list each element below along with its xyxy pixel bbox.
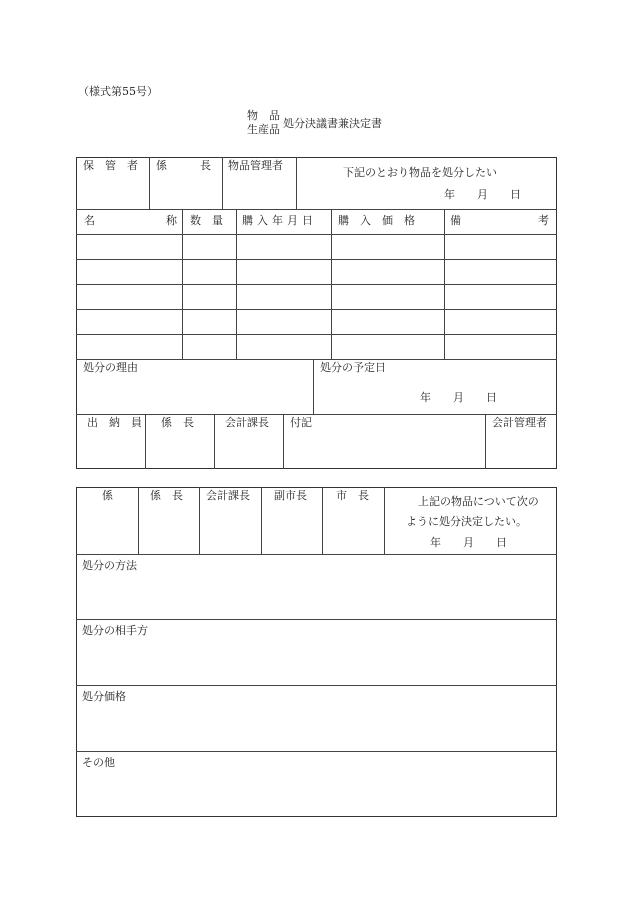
planned-date-value: 年 月 日 (420, 391, 497, 404)
accounting-manager-label: 会計管理者 (492, 416, 547, 429)
approver-accounting-chief-label: 会計課長 (206, 489, 250, 502)
chief-label: 係 長 (161, 416, 194, 429)
request-text: 下記のとおり物品を処分したい (343, 166, 497, 179)
divider (283, 414, 284, 469)
divider (485, 414, 486, 469)
disposal-price-label: 処分価格 (82, 690, 126, 703)
divider (236, 209, 237, 359)
divider (322, 487, 323, 554)
divider (145, 414, 146, 469)
divider (76, 234, 557, 235)
form-number: （様式第55号） (78, 85, 158, 98)
divider (313, 359, 314, 414)
other-label: その他 (82, 756, 115, 769)
divider (76, 751, 557, 752)
approver-chief-label: 係 長 (150, 489, 183, 502)
divider (76, 259, 557, 260)
divider (214, 414, 215, 469)
planned-date-label: 処分の予定日 (320, 361, 386, 374)
column-name-right: 称 (166, 214, 177, 227)
title-item-type-products: 生産品 (247, 123, 280, 136)
divider (76, 209, 557, 210)
divider (76, 309, 557, 310)
divider (76, 619, 557, 620)
page-title: 処分決議書兼決定書 (283, 117, 382, 130)
divider (76, 554, 557, 555)
approver-mayor-label: 市 長 (336, 489, 369, 502)
divider (261, 487, 262, 554)
divider (76, 685, 557, 686)
decision-text-line2: ように処分決定したい。 (406, 515, 527, 528)
divider (182, 209, 183, 359)
approver-chief-label: 係 長 (156, 159, 211, 172)
divider (384, 487, 385, 554)
disposal-reason-label: 処分の理由 (83, 361, 138, 374)
divider (444, 209, 445, 359)
column-remarks-left: 備 (450, 214, 461, 227)
divider (331, 209, 332, 359)
divider (296, 157, 297, 209)
request-date: 年 月 日 (444, 188, 521, 201)
cashier-label: 出 納 員 (87, 416, 142, 429)
decision-text-line1: 上記の物品について次の (418, 495, 539, 508)
column-remarks-right: 考 (538, 214, 549, 227)
approver-keeper-label: 保 管 者 (83, 159, 138, 172)
divider (76, 334, 557, 335)
accounting-chief-label: 会計課長 (225, 416, 269, 429)
approver-staff-label: 係 (102, 489, 113, 502)
divider (76, 284, 557, 285)
approver-deputy-mayor-label: 副市長 (274, 489, 307, 502)
divider (138, 487, 139, 554)
decision-date: 年 月 日 (430, 536, 507, 549)
notes-label: 付記 (290, 416, 312, 429)
divider (199, 487, 200, 554)
column-quantity: 数 量 (190, 214, 223, 227)
approver-manager-label: 物品管理者 (228, 159, 283, 172)
title-item-type-goods: 物 品 (247, 109, 280, 122)
divider (76, 359, 557, 360)
column-purchase-date: 購入年月日 (242, 214, 317, 227)
divider (222, 157, 223, 209)
disposal-method-label: 処分の方法 (82, 559, 137, 572)
disposal-counterparty-label: 処分の相手方 (82, 624, 148, 637)
column-purchase-price: 購 入 価 格 (338, 214, 415, 227)
column-name-left: 名 (84, 214, 95, 227)
divider (149, 157, 150, 209)
